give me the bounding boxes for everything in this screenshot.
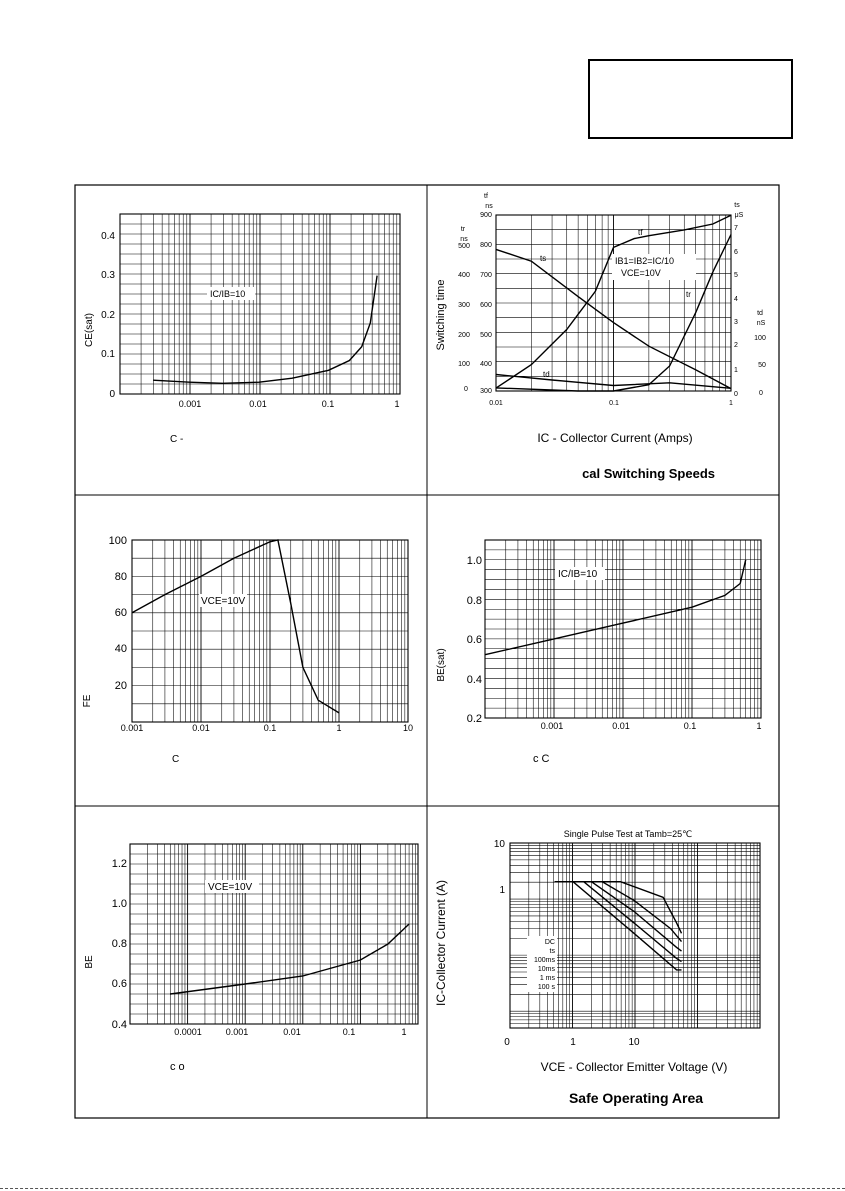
tf-tick: 700 <box>480 272 492 279</box>
vbe-sat-xlabel: c C <box>533 753 550 765</box>
soa-legend-item: 1 ms <box>539 975 555 982</box>
tf-tick: 500 <box>480 332 492 339</box>
vce-sat-annotation: IC/IB=10 <box>210 289 246 299</box>
tr-tick: 500 <box>458 243 470 250</box>
ts-tick: 7 <box>734 225 738 232</box>
vbe-sat-ytick: 0.6 <box>466 634 482 646</box>
vce-sat-xtick: 0.01 <box>249 399 267 409</box>
tr-tick: 100 <box>458 361 470 368</box>
tr-tick: 300 <box>458 302 470 309</box>
switching-xtick: 0.01 <box>489 400 503 407</box>
tf-tick: 400 <box>480 361 492 368</box>
hfe-xlabel: C <box>172 754 180 765</box>
vbe-sat-xtick: 0.01 <box>612 721 630 731</box>
vce-sat-ytick: 0 <box>109 389 115 400</box>
vbe-ytick: 0.4 <box>111 1019 127 1031</box>
tr-axis-label: tr <box>460 226 466 233</box>
vbe-ylabel: BE <box>84 955 95 969</box>
tr-tick: 200 <box>458 332 470 339</box>
soa-xtick: 10 <box>628 1037 640 1048</box>
ts-tick: 2 <box>734 342 738 349</box>
td-axis-label: td <box>757 310 763 317</box>
hfe-ytick: 40 <box>114 643 127 655</box>
switching-ylabel: Switching time <box>435 279 447 351</box>
switching-xlabel: IC - Collector Current (Amps) <box>537 431 693 445</box>
soa-legend-item: 100ms <box>533 957 555 964</box>
vbe-ytick: 1.0 <box>111 898 127 910</box>
vbe-xtick: 0.001 <box>225 1027 249 1037</box>
vbe-ytick: 1.2 <box>111 858 127 870</box>
td-tick: 50 <box>758 362 766 369</box>
vce-sat-xlabel: C - <box>170 434 184 445</box>
soa-curve-10ms <box>555 882 682 951</box>
soa-ytick: 10 <box>493 839 505 850</box>
vbe-sat-ytick: 0.8 <box>466 595 482 607</box>
hfe-ylabel: FE <box>82 694 93 708</box>
hfe-ytick: 80 <box>114 571 127 583</box>
curve-label-td: td <box>543 370 550 379</box>
ts-tick: 0 <box>734 391 738 398</box>
vbe-ytick: 0.6 <box>111 978 127 990</box>
hfe-xtick: 0.01 <box>192 723 210 733</box>
hfe-xtick: 10 <box>402 723 414 733</box>
hfe-ytick: 100 <box>108 535 127 547</box>
switching-xtick: 0.1 <box>609 400 619 407</box>
vbe-sat-xtick: 1 <box>756 721 762 731</box>
ts-tick: 5 <box>734 272 738 279</box>
soa-xlabel: VCE - Collector Emitter Voltage (V) <box>540 1060 728 1074</box>
ts-tick: 6 <box>734 249 738 256</box>
td-axis-unit: nS <box>756 320 766 327</box>
tf-axis-label: tf <box>484 193 488 200</box>
ts-tick: 4 <box>734 296 738 303</box>
chart-safe-operating-area <box>434 829 760 1106</box>
chart-vce-sat <box>84 214 400 445</box>
vbe-xlabel: c o <box>170 1061 185 1073</box>
vbe-ytick: 0.8 <box>111 938 127 950</box>
ts-tick: 3 <box>734 319 738 326</box>
ts-axis-unit: μS <box>734 212 744 219</box>
switching-caption: cal Switching Speeds <box>582 466 715 481</box>
soa-legend-item: 10ms <box>537 966 555 973</box>
tf-tick: 300 <box>480 388 492 395</box>
vce-sat-ytick: 0.3 <box>101 270 115 281</box>
soa-xtick: 1 <box>570 1037 576 1048</box>
soa-xtick: 0 <box>504 1037 510 1048</box>
vbe-sat-xtick: 0.001 <box>540 721 564 731</box>
td-tick: 0 <box>759 390 763 397</box>
soa-curve-DC <box>555 882 682 970</box>
curve-label-ts: ts <box>540 254 547 263</box>
hfe-xtick: 1 <box>336 723 342 733</box>
tf-axis-unit: ns <box>485 203 493 210</box>
vbe-sat-ytick: 1.0 <box>466 555 482 567</box>
curve-label-tf: tf <box>638 228 643 237</box>
tf-tick: 600 <box>480 302 492 309</box>
vce-sat-ytick: 0.2 <box>101 310 115 321</box>
soa-legend-item: 100 s <box>537 984 555 991</box>
vbe-xtick: 0.01 <box>283 1027 301 1037</box>
vbe-sat-ytick: 0.4 <box>466 674 482 686</box>
chart-vbe-sat <box>436 540 762 765</box>
tr-tick: 0 <box>464 386 468 393</box>
vce-sat-ytick: 0.1 <box>101 349 115 360</box>
switching-xtick: 1 <box>729 400 733 407</box>
vbe-xtick: 0.0001 <box>174 1027 202 1037</box>
vbe-xtick: 1 <box>401 1027 407 1037</box>
hfe-ytick: 60 <box>114 607 127 619</box>
soa-ylabel: IC-Collector Current (A) <box>434 879 448 1007</box>
tr-tick: 400 <box>458 272 470 279</box>
ts-tick: 1 <box>734 367 738 374</box>
vbe-sat-annotation: IC/IB=10 <box>558 569 598 580</box>
hfe-xtick: 0.001 <box>120 723 144 733</box>
vce-sat-ylabel: CE(sat) <box>84 313 95 347</box>
vce-sat-xtick: 1 <box>394 399 400 409</box>
switching-annotation-2: VCE=10V <box>621 268 661 278</box>
soa-caption: Safe Operating Area <box>568 1090 704 1106</box>
soa-ytick: 1 <box>499 885 505 896</box>
soa-legend-item: ts <box>549 948 555 955</box>
switching-annotation-1: IB1=IB2=IC/10 <box>615 256 675 266</box>
tf-tick: 800 <box>480 242 492 249</box>
curve-label-tr: tr <box>686 290 691 299</box>
chart-vbe <box>84 844 418 1073</box>
vce-sat-xtick: 0.1 <box>321 399 335 409</box>
hfe-xtick: 0.1 <box>263 723 277 733</box>
soa-title: Single Pulse Test at Tamb=25℃ <box>563 829 693 839</box>
tf-tick: 900 <box>480 212 492 219</box>
tr-axis-unit: ns <box>460 236 468 243</box>
vbe-sat-curve <box>485 560 746 655</box>
vbe-curve <box>170 924 409 994</box>
ts-axis-label: ts <box>734 202 740 209</box>
chart-switching-speeds <box>435 193 766 481</box>
vbe-sat-ytick: 0.2 <box>466 713 482 725</box>
hfe-annotation: VCE=10V <box>201 596 246 607</box>
td-tick: 100 <box>754 335 766 342</box>
hfe-curve <box>132 540 339 713</box>
soa-legend-item: DC <box>544 939 555 946</box>
vce-sat-ytick: 0.4 <box>101 231 115 242</box>
vbe-annotation: VCE=10V <box>208 882 253 893</box>
vbe-xtick: 0.1 <box>342 1027 356 1037</box>
hfe-ytick: 20 <box>114 680 127 692</box>
vbe-sat-xtick: 0.1 <box>683 721 697 731</box>
chart-hfe <box>82 535 413 765</box>
vce-sat-xtick: 0.001 <box>178 399 202 409</box>
vbe-sat-ylabel: BE(sat) <box>436 648 447 682</box>
